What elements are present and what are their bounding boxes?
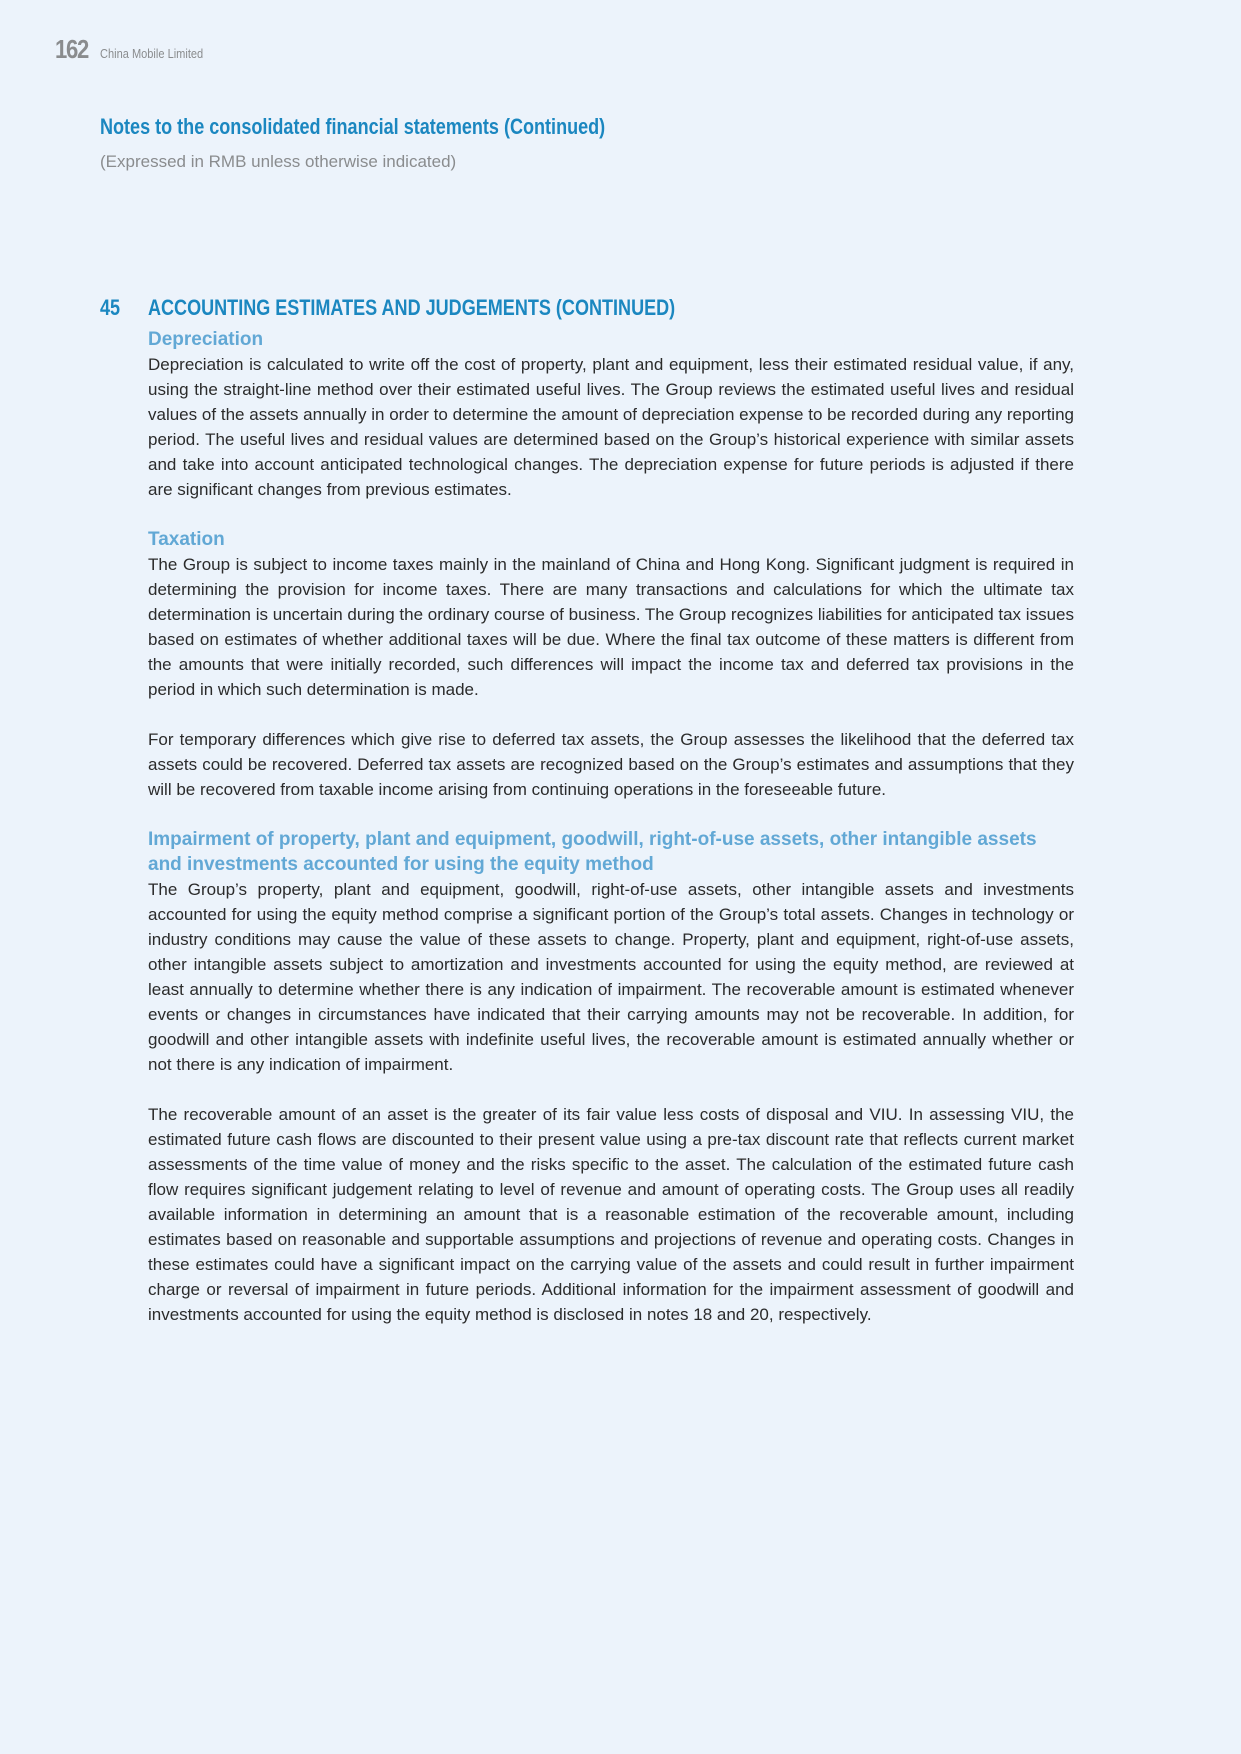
section-content [148,327,1074,1327]
taxation-heading: Taxation [148,529,225,550]
depreciation-paragraph: Depreciation is calculated to write off the cost of property, plant and equipment, less their estimated residual value, if any, using the straight-line method over their estimated useful lives. The Group reviews the estimated useful lives and residual values of the assets annually in order to determine the amount of depreciation expense to be recorded during any reporting period. The useful lives and residual values are determined based on the Group’s historical experience with similar assets and take into account anticipated technological changes. The depreciation expense for future periods is adjusted if there are significant changes from previous estimates. [148,355,1074,499]
taxation-paragraph-2: For temporary differences which give rise to deferred tax assets, the Group assesses the likelihood that the deferred tax assets could be recovered. Deferred tax assets are recognized based on the Group’s estimates and assumptions that they will be recovered from taxable income arising from continuing operations in the foreseeable future. [148,730,1074,799]
depreciation-heading: Depreciation [148,329,264,350]
impairment-paragraph-2: The recoverable amount of an asset is the greater of its fair value less costs of disposal and VIU. In assessing VIU, the estimated future cash flows are discounted to their present value using a pre-tax discount rate that reflects current market assessments of the time value of money and the risks specific to the asset. The calculation of the estimated future cash flow requires significant judgement relating to level of revenue and amount of operating costs. The Group uses all readily available information in determining an amount that is a reasonable estimation of the recoverable amount, including estimates based on reasonable and supportable assumptions and projections of revenue and operating costs. Changes in these estimates could have a significant impact on the carrying value of the assets and could result in further impairment charge or reversal of impairment in future periods. Additional information for the impairment assessment of goodwill and investments accounted for using the equity method is disclosed in notes 18 and 20, respectively. [148,1105,1074,1324]
page-header [55,34,221,65]
section-title: ACCOUNTING ESTIMATES AND JUDGEMENTS (CONTINUED) [148,295,676,320]
impairment-heading: Impairment of property, plant and equipment, goodwill, right-of-use assets, other intangible assets and investments accounted for using the equity method [148,829,1037,875]
notes-title: Notes to the consolidated financial statements (Continued) [100,114,606,139]
page-number: 162 [55,34,89,64]
notes-subtitle: (Expressed in RMB unless otherwise indicated) [100,152,457,171]
section-number: 45 [100,295,121,320]
taxation-paragraph-1: The Group is subject to income taxes mainly in the mainland of China and Hong Kong. Significant judgment is required in determining the provision for income taxes. There are many transactions and calculations for which the ultimate tax determination is uncertain during the ordinary course of business. The Group recognizes liabilities for anticipated tax issues based on estimates of whether additional taxes will be due. Where the final tax outcome of these matters is different from the amounts that were initially recorded, such differences will impact the income tax and deferred tax provisions in the period in which such determination is made. [148,555,1074,699]
company-name: China Mobile Limited [100,46,204,61]
impairment-paragraph-1: The Group’s property, plant and equipment, goodwill, right-of-use assets, other intangible assets and investments accounted for using the equity method comprise a significant portion of the Group’s total assets. Changes in technology or industry conditions may cause the value of these assets to change. Property, plant and equipment, right-of-use assets, other intangible assets subject to amortization and investments accounted for using the equity method, are reviewed at least annually to determine whether there is any indication of impairment. The recoverable amount is estimated whenever events or changes in circumstances have indicated that their carrying amounts may not be recoverable. In addition, for goodwill and other intangible assets with indefinite useful lives, the recoverable amount is estimated annually whether or not there is any indication of impairment. [148,880,1074,1074]
